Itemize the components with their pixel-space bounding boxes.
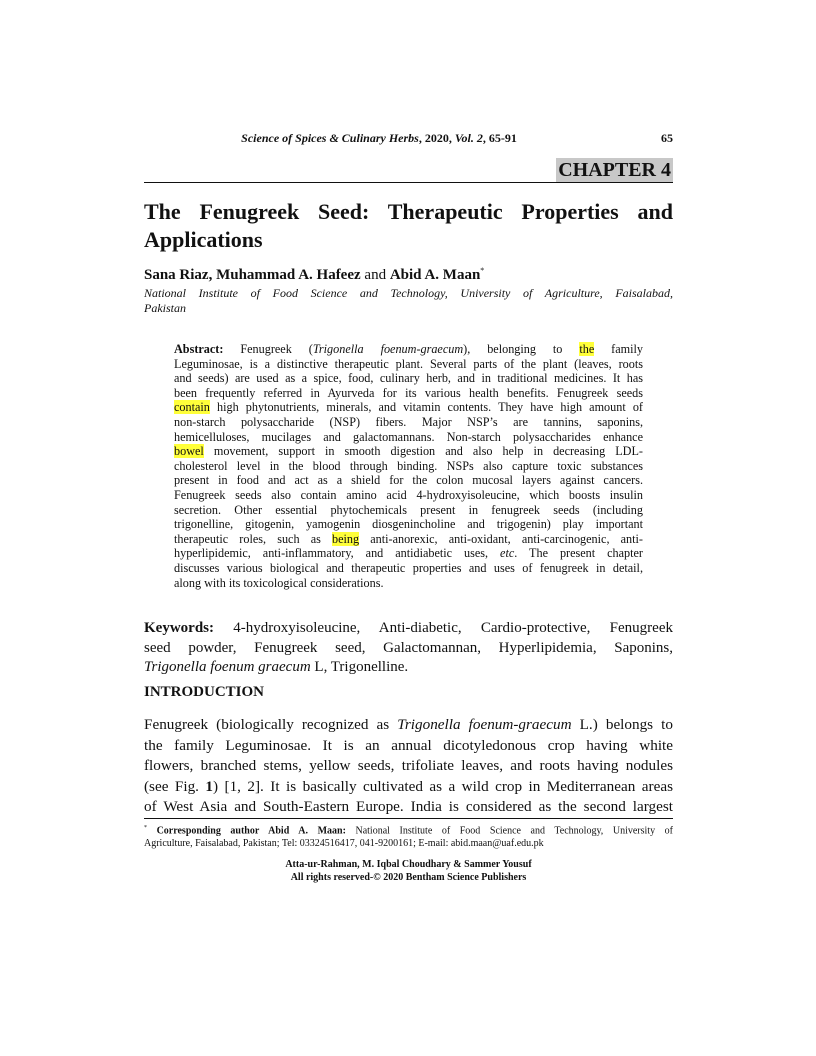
journal-citation: Science of Spices & Culinary Herbs, 2020, Vol. 2, 65-91 [241, 131, 517, 145]
introduction-paragraph: Fenugreek (biologically recognized as Trigonella foenum-graecum L.) belongs to the family Leguminosae. It is an annual dicotyledonous crop having white flowers, branched stems, yellow seeds, trifoliate leaves, and roots having nodules (see Fig. 1) [1, 2]. It is basically cultivated as a wild crop in Mediterranean areas of West Asia and South-Eastern Europe. India is considered as the second largest [144, 716, 673, 816]
highlight-mark: being [332, 531, 360, 546]
chapter-label: CHAPTER 4 [558, 159, 671, 181]
keywords-label: Keywords: [144, 620, 214, 636]
figure-link[interactable]: 1 [205, 777, 213, 795]
editors: Atta-ur-Rahman, M. Iqbal Choudhary & Sammer Yousuf [285, 859, 532, 870]
highlight-mark: bowel [174, 444, 204, 459]
footnote: * Corresponding author Abid A. Maan: National Institute of Food Science and Technology, University of Agriculture, Faisalabad, Pakistan; Tel: 03324516417, 041-9200161; E-mail: abid.maan@uaf.edu.pk [144, 825, 673, 850]
publisher-info [144, 858, 673, 884]
section-heading: INTRODUCTION [144, 684, 265, 700]
chapter-rule [144, 182, 673, 183]
highlight-mark: contain [174, 400, 210, 415]
page-number: 65 [661, 131, 673, 145]
abstract: Abstract: Fenugreek (Trigonella foenum-graecum), belonging to the family Leguminosae, is a distinctive therapeutic plant. Several parts of the plant (leaves, roots and seeds) are used as a spice, food, culinary herb, and in traditional medicines. It has been frequently referred in Ayurveda for its various health benefits. Fenugreek seeds contain high phytonutrients, minerals, and vitamin contents. They have high amount of non-starch polysaccharide (NSP) fibers. Major NSP’s are tannins, saponins, hemicelluloses, mucilages and galactomannans. Non-starch polysaccharides enhance bowel movement, support in smooth digestion and also help in decreasing LDL- cholesterol level in the blood through binding. NSPs also capture toxic substances present in food and act as a shield for the colon mucosal layers against cancers. Fenugreek seeds also contain amino acid 4-hydroxyisoleucine, which boosts insulin secretion. Other essential phytochemicals present in fenugreek seeds (including trigonelline, gitogenin, yamogenin diosgenincholine and trigogenin) play important therapeutic roles, such as being anti-anorexic, anti-oxidant, anti-carcinogenic, anti- hyperlipidemic, anti-inflammatory, and antidiabetic uses, etc. The present chapter discusses various biological and therapeutic properties and uses of fenugreek in detail, along with its toxicological considerations. [174, 342, 643, 590]
keywords: Keywords: 4-hydroxyisoleucine, Anti-diabetic, Cardio-protective, Fenugreek seed powder, Fenugreek seed, Galactomannan, Hyperlipidemia, Saponins, Trigonella foenum graecum L, Trigonelline. [144, 620, 673, 675]
footnote-rule [144, 818, 673, 819]
affiliation: National Institute of Food Science and Technology, University of Agriculture, Faisalabad, Pakistan [144, 286, 673, 315]
copyright: All rights reserved-© 2020 Bentham Science Publishers [290, 872, 527, 883]
author-list: Sana Riaz, Muhammad A. Hafeez and Abid A. Maan* [144, 266, 485, 283]
chapter-title: The Fenugreek Seed: Therapeutic Properties and Applications [144, 199, 673, 252]
highlight-mark: the [579, 342, 595, 356]
abstract-label: Abstract: [174, 342, 224, 356]
running-head [144, 131, 673, 149]
